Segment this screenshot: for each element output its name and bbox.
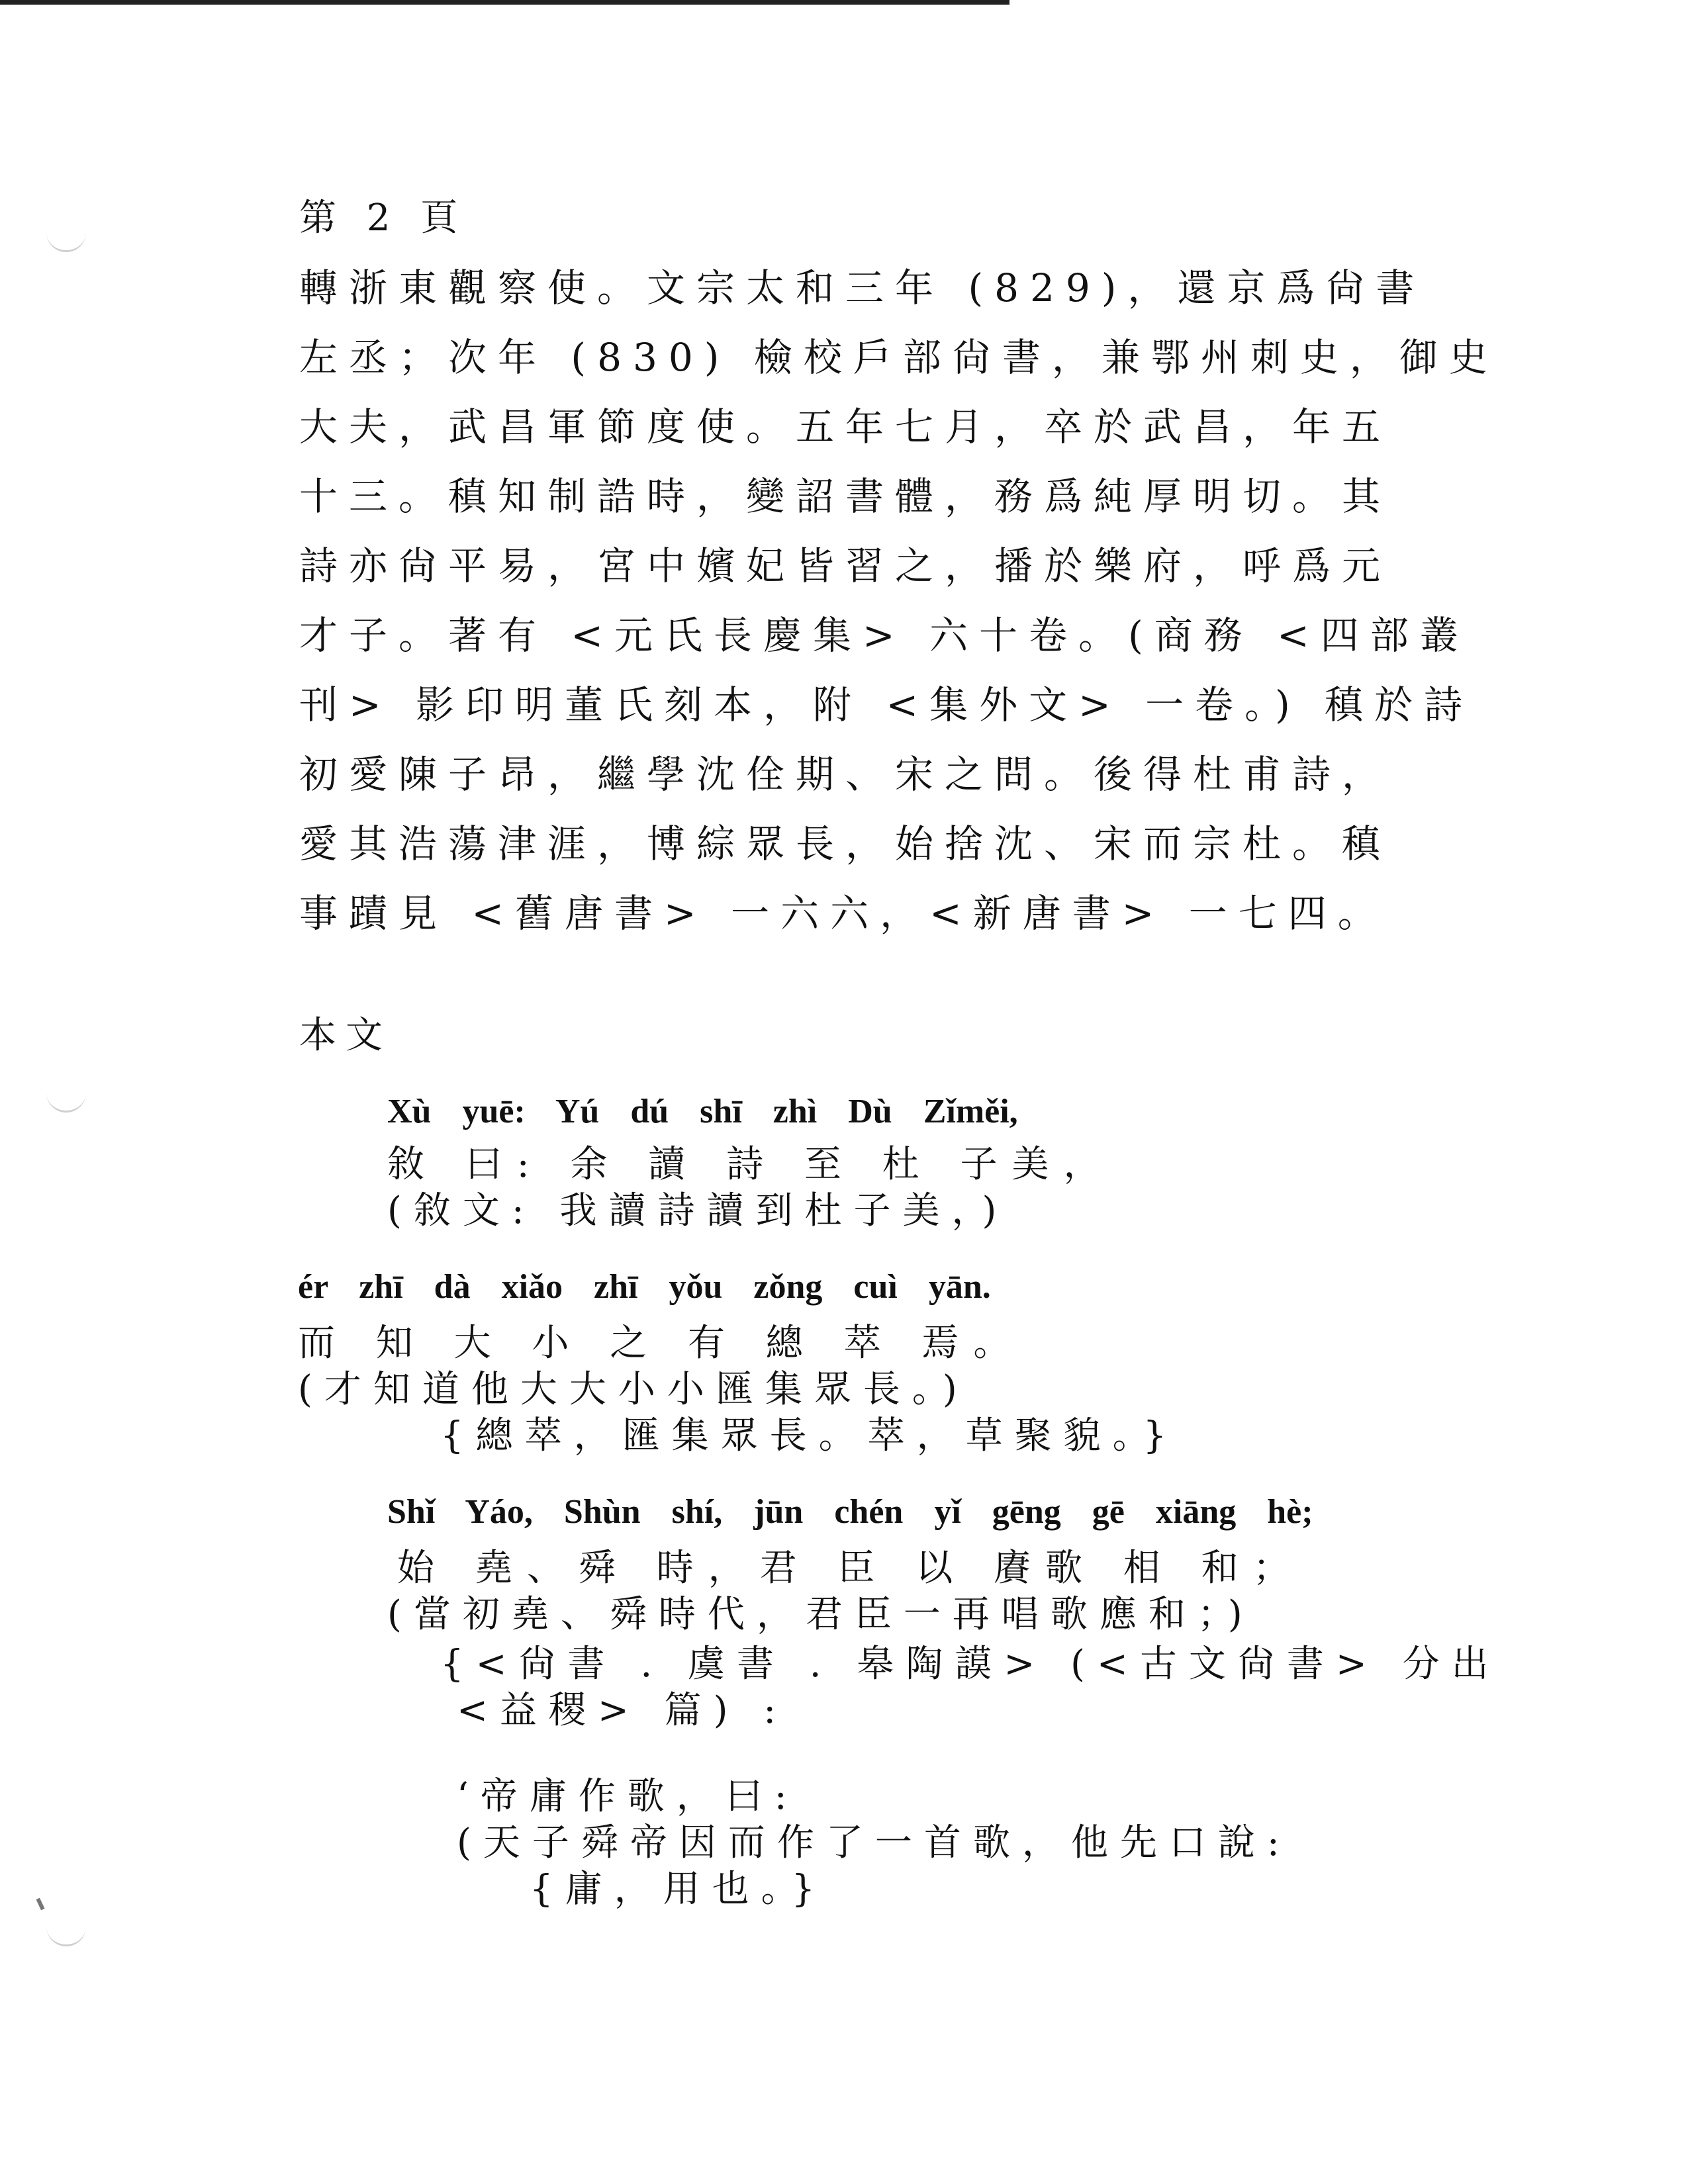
intro-line: 刊> 影印明董氏刻本，附 <集外文> 一卷。) 稹於詩 [299,682,1474,727]
quote-line-1: ‘帝庸作歌，曰: [457,1775,799,1818]
quote-note: {庸，用也。} [530,1868,827,1911]
intro-line: 左丞；次年 (830) 檢校戶部尙書，兼鄂州刺史，御史 [299,335,1499,380]
verse-2-gloss: (才知道他大大小小匯集眾長。) [298,1368,969,1411]
verse-3-note-line2: <益稷> 篇) : [457,1689,788,1732]
intro-line: 初愛陳子昂，繼學沈佺期、宋之問。後得杜甫詩， [299,752,1392,797]
intro-line: 才子。著有 <元氏長慶集> 六十卷。(商務 <四部叢 [299,613,1470,658]
margin-mark [36,1898,44,1911]
verse-2-note: {總萃，匯集眾長。萃，草聚貌。} [440,1414,1179,1457]
verse-3-pinyin: Shǐ Yáo, Shùn shí, jūn chén yǐ gēng gē xiāng hè; [387,1493,1313,1531]
verse-3-hanzi: 始 堯、舜 時，君 臣 以 賡歌 相 和； [397,1547,1305,1590]
hole-punch-mark [46,1919,86,1946]
verse-2-hanzi: 而 知 大 小 之 有 總 萃 焉。 [298,1322,1025,1365]
intro-line: 大夫，武昌軍節度使。五年七月，卒於武昌，年五 [299,404,1392,449]
section-title: 本文 [299,1014,392,1057]
verse-1-gloss: (敘文: 我讀詩讀到杜子美，) [387,1189,1009,1232]
verse-3-note-line1: {<尙書 . 虞書 . 皋陶謨> (<古文尙書> 分出 [440,1643,1501,1686]
intro-line: 詩亦尙平易，宮中嬪妃皆習之，播於樂府，呼爲元 [299,543,1392,588]
hole-punch-mark [46,225,86,252]
scan-edge [0,0,1009,5]
intro-line: 愛其浩蕩津涯，博綜眾長，始捨沈、宋而宗杜。稹 [299,821,1392,866]
verse-1-hanzi: 敘 曰: 余 讀 詩 至 杜 子美， [387,1143,1115,1186]
intro-line: 十三。稹知制誥時，變詔書體，務爲純厚明切。其 [299,474,1392,519]
intro-line: 轉浙東觀察使。文宗太和三年 (829)，還京爲尙書 [299,265,1426,310]
verse-2-pinyin: ér zhī dà xiǎo zhī yǒu zǒng cuì yān. [298,1268,991,1306]
verse-3-gloss: (當初堯、舜時代，君臣一再唱歌應和；) [387,1593,1254,1636]
hole-punch-mark [46,1085,86,1113]
verse-1-pinyin: Xù yuē: Yú dú shī zhì Dù Zǐměi, [387,1093,1018,1130]
page-header: 第 2 頁 [299,197,467,240]
quote-line-2: (天子舜帝因而作了一首歌，他先口說: [457,1821,1291,1864]
intro-line: 事蹟見 <舊唐書> 一六六，<新唐書> 一七四。 [299,891,1387,936]
